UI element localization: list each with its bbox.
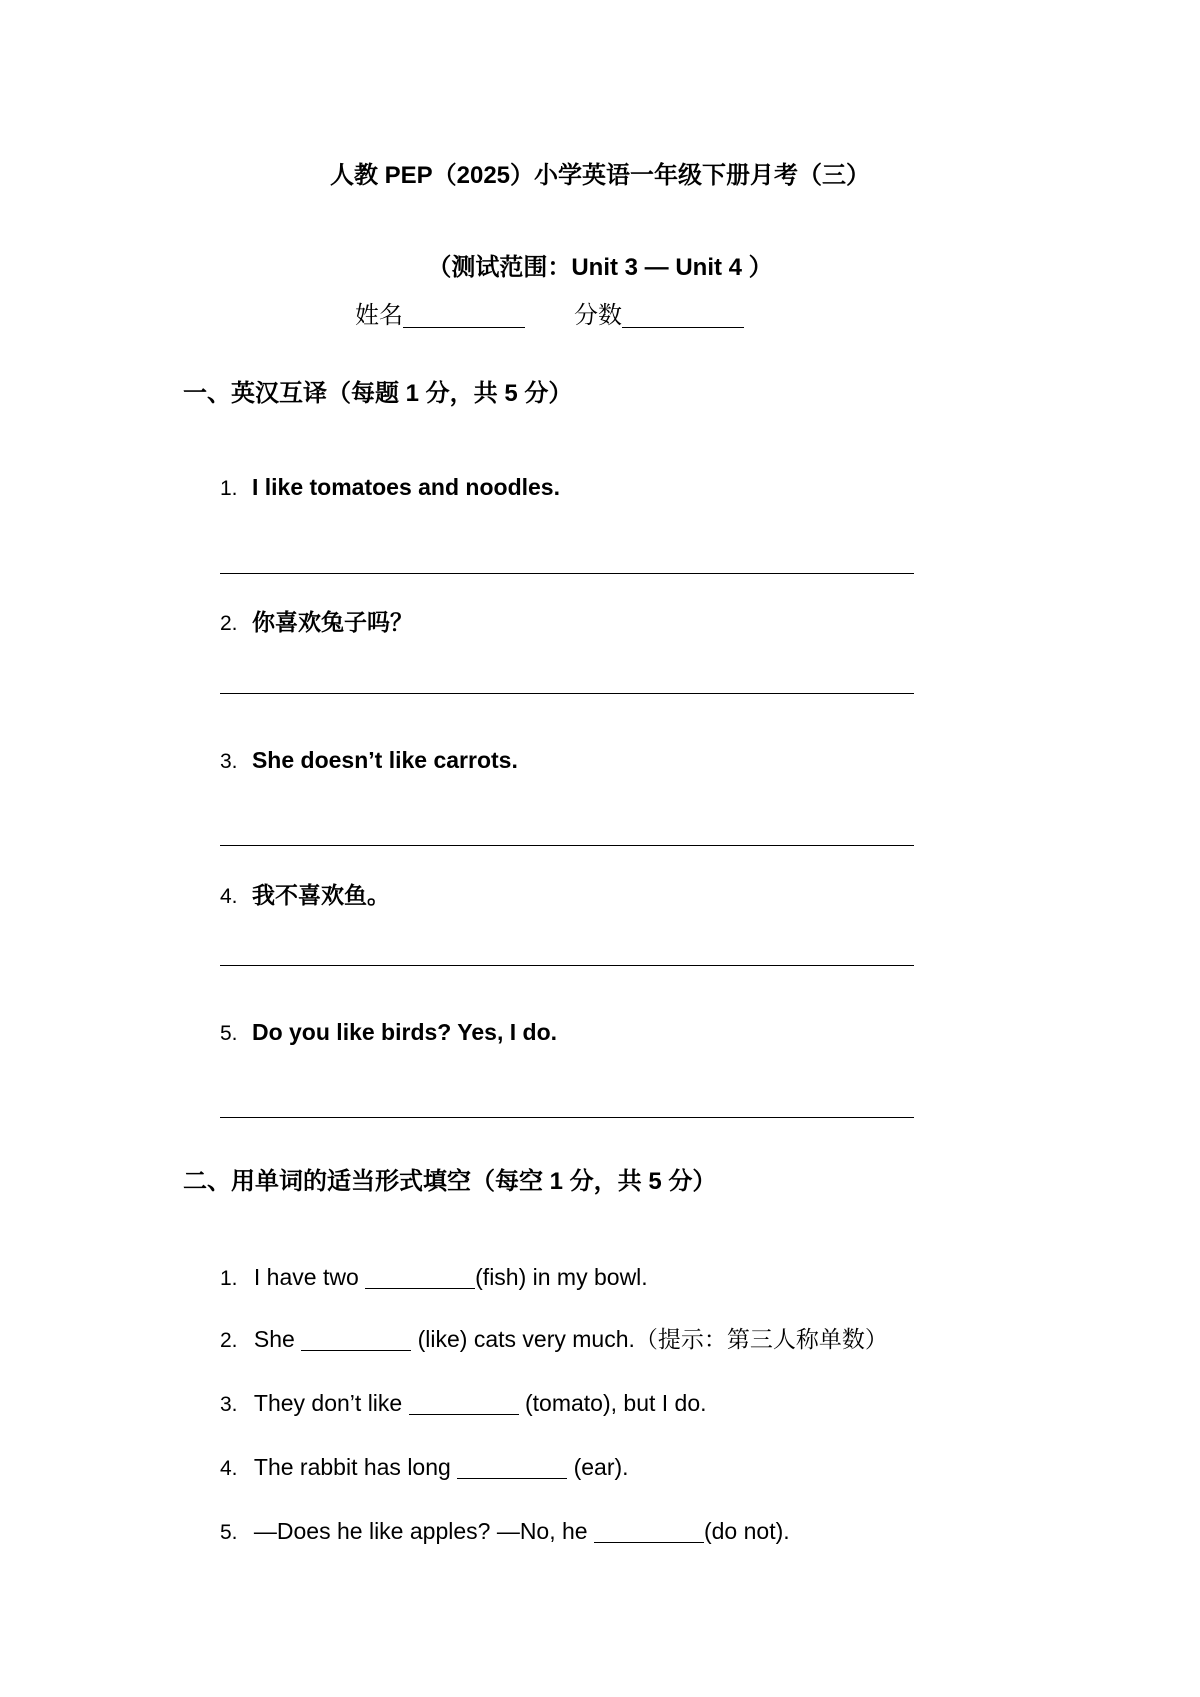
answer-line-1[interactable] — [220, 573, 914, 574]
fill-item-3 — [220, 1388, 707, 1420]
item-text-before: The rabbit has long — [253, 1454, 458, 1480]
item-text-after: (like) cats very much. — [411, 1326, 635, 1352]
section-2-heading: 二、用单词的适当形式填空（每空 1 分，共 5 分） — [183, 1168, 717, 1195]
item-text-before: —Does he like apples? —No, he — [253, 1518, 594, 1544]
name-field — [355, 300, 525, 332]
test-scope: （测试范围：Unit 3 — Unit 4 ） — [427, 254, 773, 281]
translation-item-2 — [220, 607, 413, 639]
fill-item-4 — [220, 1452, 629, 1484]
score-blank[interactable] — [622, 303, 744, 328]
item-number: 4. — [220, 1457, 238, 1480]
item-text-after: (tomato), but I do. — [518, 1390, 707, 1416]
item-text: Do you like birds? Yes, I do. — [251, 1019, 558, 1045]
item-text-before: I have two — [253, 1264, 366, 1290]
translation-item-5 — [220, 1017, 557, 1049]
item-number: 3. — [220, 1393, 238, 1416]
name-label: 姓名 — [355, 302, 403, 329]
item-text-before: She — [253, 1326, 302, 1352]
item-number: 2. — [220, 612, 238, 635]
fill-item-1 — [220, 1262, 648, 1294]
answer-line-2[interactable] — [220, 693, 914, 694]
answer-line-3[interactable] — [220, 845, 914, 846]
fill-blank[interactable] — [301, 1328, 411, 1351]
item-number: 3. — [220, 750, 238, 773]
item-text: She doesn’t like carrots. — [251, 747, 518, 773]
score-field — [574, 300, 744, 332]
fill-blank[interactable] — [457, 1456, 567, 1479]
item-number: 5. — [220, 1022, 238, 1045]
item-text: 我不喜欢鱼。 — [251, 882, 390, 908]
item-number: 1. — [220, 1267, 238, 1290]
fill-blank[interactable] — [594, 1520, 704, 1543]
page-title: 人教 PEP（2025）小学英语一年级下册月考（三） — [329, 162, 871, 189]
item-text-after: (ear). — [567, 1454, 629, 1480]
item-number: 4. — [220, 885, 238, 908]
item-number: 1. — [220, 477, 238, 500]
fill-blank[interactable] — [409, 1392, 519, 1415]
answer-line-5[interactable] — [220, 1117, 914, 1118]
section-1-heading: 一、英汉互译（每题 1 分，共 5 分） — [183, 380, 573, 407]
item-text-after: (do not). — [703, 1518, 790, 1544]
translation-item-1 — [220, 472, 560, 504]
item-number: 5. — [220, 1521, 238, 1544]
translation-item-4 — [220, 880, 390, 912]
fill-item-2 — [220, 1324, 888, 1356]
name-blank[interactable] — [403, 303, 525, 328]
item-number: 2. — [220, 1329, 238, 1352]
answer-line-4[interactable] — [220, 965, 914, 966]
item-text: 你喜欢兔子吗？ — [251, 609, 413, 635]
item-text-before: They don’t like — [253, 1390, 409, 1416]
item-hint: （提示：第三人称单数） — [634, 1326, 888, 1352]
fill-item-5 — [220, 1516, 790, 1548]
score-label: 分数 — [574, 302, 622, 329]
item-text-after: (fish) in my bowl. — [475, 1264, 648, 1290]
fill-blank[interactable] — [365, 1266, 475, 1289]
item-text: I like tomatoes and noodles. — [251, 474, 560, 500]
translation-item-3 — [220, 745, 518, 777]
